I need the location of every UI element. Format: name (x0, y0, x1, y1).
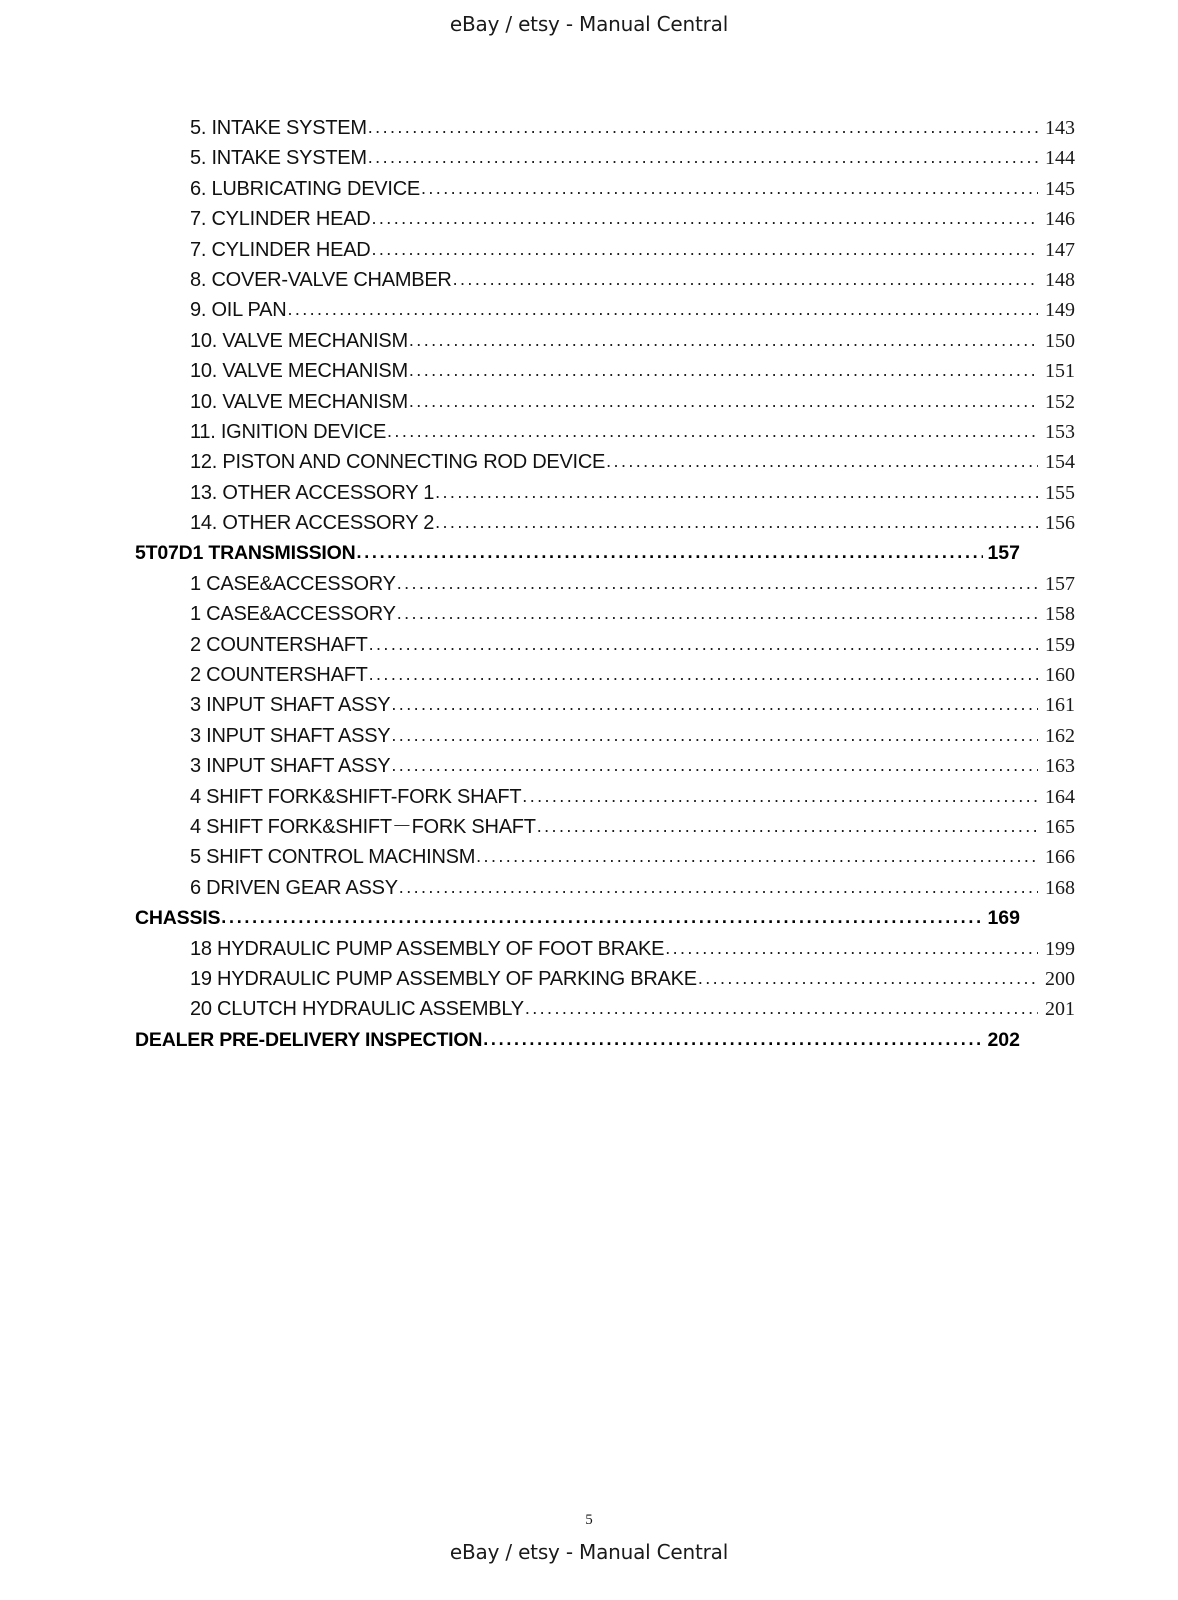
toc-dot-leader (387, 421, 1038, 441)
toc-entry[interactable] (135, 873, 1075, 903)
toc-entry[interactable] (135, 994, 1075, 1024)
toc-entry-label: 1 CASE&ACCESSORY (190, 603, 396, 626)
toc-entry-label: 10. VALVE MECHANISM (190, 360, 408, 383)
toc-entry-label: 12. PISTON AND CONNECTING ROD DEVICE (190, 451, 606, 474)
toc-entry-label: 3 INPUT SHAFT ASSY (190, 724, 391, 747)
toc-entry[interactable] (135, 599, 1075, 629)
toc-dot-leader (525, 998, 1038, 1018)
toc-entry-page-number: 200 (1045, 967, 1075, 990)
toc-entry-label: 4 SHIFT FORK&SHIFT－FORK SHAFT (190, 815, 536, 838)
toc-entry-page-number: 199 (1045, 937, 1075, 960)
toc-entry-page-number: 157 (987, 542, 1020, 565)
toc-dot-leader (453, 269, 1038, 289)
toc-section-heading[interactable] (135, 538, 1020, 568)
toc-entry[interactable] (135, 721, 1075, 751)
toc-entry-label: 3 INPUT SHAFT ASSY (190, 755, 391, 778)
toc-entry-page-number: 150 (1045, 329, 1075, 352)
toc-entry-page-number: 164 (1045, 785, 1075, 808)
toc-dot-leader (369, 664, 1038, 684)
toc-entry-label: 11. IGNITION DEVICE (190, 420, 387, 443)
toc-entry-page-number: 202 (987, 1028, 1020, 1051)
toc-entry-label: 3 INPUT SHAFT ASSY (190, 694, 391, 717)
toc-entry-label: 7. CYLINDER HEAD (190, 238, 371, 261)
toc-entry-label: 6. LUBRICATING DEVICE (190, 177, 420, 200)
toc-entry[interactable] (135, 964, 1075, 994)
toc-entry[interactable] (135, 235, 1075, 265)
toc-entry[interactable] (135, 356, 1075, 386)
toc-entry-label: 5 SHIFT CONTROL MACHINSM (190, 846, 476, 869)
toc-entry-page-number: 165 (1045, 815, 1075, 838)
toc-entry-page-number: 154 (1045, 451, 1075, 474)
toc-dot-leader (665, 938, 1038, 958)
toc-entry-page-number: 143 (1045, 117, 1075, 139)
toc-entry-page-number: 145 (1045, 177, 1075, 200)
toc-entry-page-number: 144 (1045, 147, 1075, 170)
toc-entry-page-number: 201 (1045, 998, 1075, 1021)
toc-entry[interactable] (135, 295, 1075, 325)
toc-entry-label: 4 SHIFT FORK&SHIFT-FORK SHAFT (190, 785, 522, 808)
toc-entry-label: CHASSIS (135, 907, 221, 930)
toc-dot-leader (409, 330, 1038, 350)
toc-entry-label: 9. OIL PAN (190, 299, 287, 322)
toc-entry[interactable] (135, 508, 1075, 538)
toc-entry[interactable] (135, 569, 1075, 599)
toc-dot-leader (522, 786, 1038, 806)
toc-entry[interactable] (135, 387, 1075, 417)
toc-dot-leader (397, 573, 1038, 593)
running-footer: eBay / etsy - Manual Central (449, 1540, 729, 1564)
toc-entry-label: 2 COUNTERSHAFT (190, 664, 368, 687)
toc-dot-leader (606, 451, 1038, 471)
toc-dot-leader (421, 178, 1038, 198)
toc-entry-label: 5T07D1 TRANSMISSION (135, 542, 356, 565)
toc-entry[interactable] (135, 417, 1075, 447)
toc-entry-page-number: 146 (1045, 208, 1075, 231)
toc-entry[interactable] (135, 447, 1075, 477)
toc-section-heading[interactable] (135, 903, 1020, 933)
toc-dot-leader (368, 147, 1038, 167)
toc-entry[interactable] (135, 265, 1075, 295)
toc-entry-label: 13. OTHER ACCESSORY 1 (190, 481, 435, 504)
toc-entry-label: 10. VALVE MECHANISM (190, 390, 408, 413)
toc-entry[interactable] (135, 812, 1075, 842)
toc-entry-page-number: 158 (1045, 603, 1075, 626)
toc-dot-leader (409, 360, 1038, 380)
toc-section-heading[interactable] (135, 1025, 1020, 1055)
toc-dot-leader (698, 968, 1038, 988)
toc-entry-label: 20 CLUTCH HYDRAULIC ASSEMBLY (190, 998, 524, 1021)
toc-entry[interactable] (135, 204, 1075, 234)
toc-dot-leader (409, 391, 1038, 411)
toc-entry-page-number: 161 (1045, 694, 1075, 717)
page-folio-number: 5 (585, 1512, 593, 1528)
toc-entry-page-number: 162 (1045, 724, 1075, 747)
toc-entry-page-number: 148 (1045, 268, 1075, 291)
toc-dot-leader (435, 512, 1038, 532)
toc-entry[interactable] (135, 326, 1075, 356)
toc-entry[interactable] (135, 630, 1075, 660)
toc-dot-leader (391, 755, 1038, 775)
toc-entry[interactable] (135, 174, 1075, 204)
toc-entry-page-number: 159 (1045, 633, 1075, 656)
toc-entry-label: 14. OTHER ACCESSORY 2 (190, 512, 435, 535)
running-header: eBay / etsy - Manual Central (449, 12, 729, 36)
toc-dot-leader (435, 482, 1038, 502)
toc-entry[interactable] (135, 478, 1075, 508)
toc-entry-label: 8. COVER-VALVE CHAMBER (190, 268, 452, 291)
toc-entry-page-number: 169 (987, 907, 1020, 930)
toc-entry[interactable] (135, 842, 1075, 872)
toc-entry-page-number: 168 (1045, 876, 1075, 899)
toc-entry[interactable] (135, 934, 1075, 964)
toc-dot-leader (357, 542, 984, 562)
toc-entry[interactable] (135, 690, 1075, 720)
toc-entry-page-number: 147 (1045, 238, 1075, 261)
toc-entry-label: 18 HYDRAULIC PUMP ASSEMBLY OF FOOT BRAKE (190, 937, 665, 960)
toc-entry-label: 10. VALVE MECHANISM (190, 329, 408, 352)
toc-entry-label: 19 HYDRAULIC PUMP ASSEMBLY OF PARKING BRAKE (190, 967, 697, 990)
toc-dot-leader (399, 877, 1038, 897)
toc-entry-page-number: 155 (1045, 481, 1075, 504)
table-of-contents (135, 113, 1075, 1055)
toc-entry-page-number: 160 (1045, 664, 1075, 687)
toc-entry-label: 7. CYLINDER HEAD (190, 208, 371, 231)
toc-entry-label: 5. INTAKE SYSTEM (190, 117, 367, 139)
toc-dot-leader (476, 846, 1038, 866)
toc-dot-leader (372, 239, 1039, 259)
toc-entry-page-number: 157 (1045, 572, 1075, 595)
toc-entry-page-number: 156 (1045, 512, 1075, 535)
toc-entry-label: 5. INTAKE SYSTEM (190, 147, 367, 170)
toc-dot-leader (368, 117, 1038, 137)
toc-entry[interactable] (135, 660, 1075, 690)
toc-entry-label: DEALER PRE-DELIVERY INSPECTION (135, 1028, 483, 1051)
toc-entry-label: 1 CASE&ACCESSORY (190, 572, 396, 595)
toc-dot-leader (483, 1029, 983, 1049)
toc-entry[interactable] (135, 143, 1075, 173)
toc-entry[interactable] (135, 113, 1075, 143)
toc-dot-leader (391, 725, 1038, 745)
toc-dot-leader (221, 907, 983, 927)
toc-dot-leader (391, 694, 1038, 714)
toc-dot-leader (397, 603, 1038, 623)
toc-dot-leader (372, 208, 1039, 228)
toc-entry-page-number: 149 (1045, 299, 1075, 322)
toc-dot-leader (287, 299, 1038, 319)
toc-entry-page-number: 152 (1045, 390, 1075, 413)
toc-entry-page-number: 151 (1045, 360, 1075, 383)
toc-entry-label: 2 COUNTERSHAFT (190, 633, 368, 656)
toc-entry[interactable] (135, 751, 1075, 781)
toc-entry-page-number: 153 (1045, 420, 1075, 443)
toc-entry[interactable] (135, 782, 1075, 812)
toc-dot-leader (369, 634, 1038, 654)
toc-dot-leader (537, 816, 1038, 836)
toc-entry-page-number: 163 (1045, 755, 1075, 778)
toc-entry-page-number: 166 (1045, 846, 1075, 869)
toc-entry-label: 6 DRIVEN GEAR ASSY (190, 876, 398, 899)
